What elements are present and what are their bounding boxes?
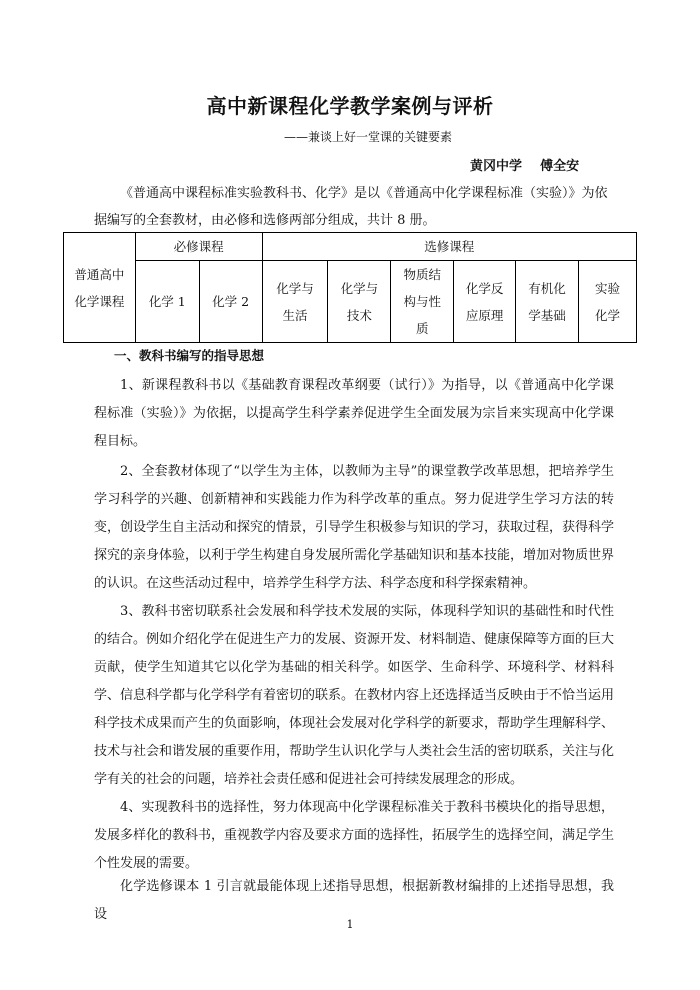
page-title: 高中新课程化学教学案例与评析: [206, 94, 494, 118]
paragraph: 4、实现教科书的选择性，努力体现高中化学课程标准关于教科书模块化的指导思想，发展多样化的教科书，重视教学内容及要求方面的选择性，拓展学生的选择空间，满足学生个性发展的需要。: [94, 800, 615, 871]
table-row-header: 普通高中化学课程: [64, 233, 136, 343]
table-cell: 化学反应原理: [454, 261, 516, 343]
page-number: 1: [346, 918, 354, 931]
course-table: [63, 232, 637, 343]
paragraph: 3、教科书密切联系社会发展和科学技术发展的实际，体现科学知识的基础性和时代性的结合。例如介绍化学在促进生产力的发展、资源开发、材料制造、健康保障等方面的巨大贡献，使学生知道其它以化学为基础的相关科学。如医学、生命科学、环境科学、材料科学、信息科学都与化学科学有着密切的联系。在教材内容上还选择适当反映由于不恰当运用科学技术成果而产生的负面影响，体现社会发展对化学科学的新要求，帮助学生理解科学、技术与社会和谐发展的重要作用，帮助学生认识化学与人类社会生活的密切联系，关注与化学有关的社会的问题，培养社会责任感和促进社会可持续发展理念的形成。: [94, 604, 615, 787]
paragraph: 2、全套教材体现了“以学生为主体，以教师为主导”的课堂教学改革思想，把培养学生学习科学的兴趣、创新精神和实践能力作为科学改革的重点。努力促进学生学习方法的转变，创设学生自主活动和探究的情景，引导学生积极参与知识的学习，获取过程，获得科学探究的亲身体验，以利于学生构建自身发展所需化学基础知识和基本技能，增加对物质世界的认识。在这些活动过程中，培养学生科学方法、科学态度和科学探索精神。: [94, 464, 615, 591]
section-heading: 一、教科书编写的指导思想: [114, 348, 265, 363]
table-cell: 有机化学基础: [516, 261, 579, 343]
elective-header: 选修课程: [262, 233, 636, 261]
compulsory-header: 必修课程: [135, 233, 262, 261]
table-cell: 化学 1: [135, 261, 199, 343]
table-cell: 化学与技术: [328, 261, 391, 343]
page-subtitle: ——兼谈上好一堂课的关键要素: [284, 130, 453, 144]
paragraph: 1、新课程教科书以《基础教育课程改革纲要（试行）》为指导，以《普通高中化学课程标准（实验）》为依据，以提高学生科学素养促进学生全面发展为宗旨来实现高中化学课程目标。: [94, 378, 614, 449]
paragraph: 化学选修课本 1 引言就最能体现上述指导思想，根据新教材编排的上述指导思想，我设: [94, 879, 614, 922]
intro-paragraph: 《普通高中课程标准实验教科书、化学》是以《普通高中化学课程标准（实验）》为依据编写的全套教材，由必修和选修两部分组成，共计 8 册。: [94, 186, 608, 228]
author-line: 黄冈中学 傅全安: [470, 159, 580, 174]
table-cell: 实验化学: [578, 261, 636, 343]
table-cell: 化学 2: [199, 261, 262, 343]
table-cell: 物质结构与性质: [391, 261, 454, 343]
table-cell: 化学与生活: [262, 261, 328, 343]
